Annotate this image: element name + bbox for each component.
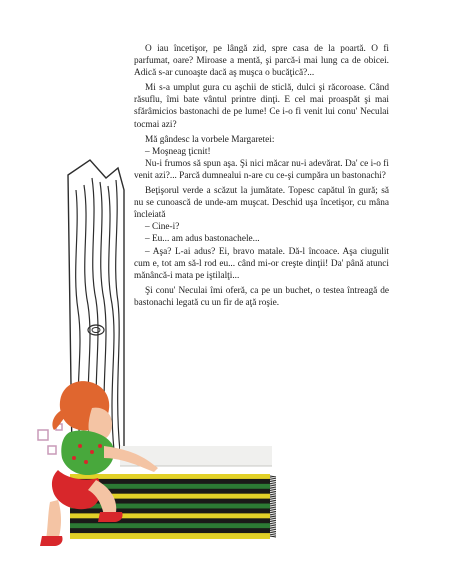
rug-fringe-thread <box>270 487 276 488</box>
rug-fringe-thread <box>270 498 276 499</box>
rug-fringe-thread <box>270 509 276 510</box>
rug-fringe-thread <box>270 523 276 524</box>
paragraph: – Eu... am adus bastonachele... <box>145 234 260 245</box>
paragraph: – Aşa? L-ai adus? Ei, bravo matale. Dă-l încoace. Aşa ciugulit cum e, tot am să-l rod eu... când mi-or creşte dinţii! Da' până atunci mănâncă-i mata pe iştilalţi... <box>134 246 389 281</box>
rug-fringe-thread <box>270 489 276 490</box>
rug-fringe-thread <box>270 531 276 532</box>
girl-leg <box>46 500 61 540</box>
paragraph: – Cine-i? <box>145 222 180 233</box>
girl-shoe <box>40 536 63 546</box>
rug-fringe-thread <box>270 478 276 479</box>
rug-fringe-thread <box>270 494 276 495</box>
rug-fringe-thread <box>270 527 276 528</box>
rug-fringe-thread <box>270 503 276 504</box>
rug-fringe-thread <box>270 480 276 481</box>
rug-fringe-thread <box>270 525 276 526</box>
rug-fringe-thread <box>270 507 276 508</box>
paragraph: Mă gândesc la vorbele Margaretei: <box>145 134 275 145</box>
rug-fringe-thread <box>270 491 276 492</box>
rug-fringe-thread <box>270 518 276 519</box>
rug-fringe-thread <box>270 505 276 506</box>
paragraph: O iau încetişor, pe lângă zid, spre casa de la poartă. O fi parfumat, oare? Miroase a mentă, şi parcă-i mai lung ca de obicei. Adică s-ar cunoaşte dacă aş muşca o bucăţică?... <box>134 44 389 79</box>
girl-hair <box>52 410 66 430</box>
rug-fringe-thread <box>270 500 276 501</box>
paragraph: Mi s-a umplut gura cu aşchii de sticlă, dulci şi răcoroase. Când răsuflu, îmi bate vântul printre dinţi. E cel mai proaspăt şi mai sfărâmicios bastonachi de pe lume! Ce i-o fi venit lui conu' Neculai tocmai azi? <box>134 83 389 130</box>
rug-stripe <box>70 508 270 511</box>
rug-stripe <box>70 479 270 482</box>
rug-fringe-thread <box>270 512 276 513</box>
rug-fringe-thread <box>270 492 276 493</box>
rug-fringe-thread <box>270 532 276 533</box>
paragraph: Şi conu' Neculai îmi oferă, ca pe un buchet, o testea întreagă de bastonachi legată cu un fir de aţă roşie. <box>134 285 389 308</box>
rug-fringe-thread <box>270 514 276 515</box>
rug-stripe <box>70 528 270 531</box>
paragraph: Nu-i frumos să spun aşa. Şi nici măcar nu-i adevărat. Da' ce i-o fi venit azi?... Parcă dumnealui n-are cu ce-şi cumpăra un bastonachi? <box>134 158 389 181</box>
rug-fringe-thread <box>270 483 276 484</box>
paragraph: Beţişorul verde a scăzut la jumătate. Topesc capătul în gură; să nu se cunoască de unde-am muşcat. Deschid uşa încetişor, cu mâna încleiată <box>134 186 389 221</box>
rug-fringe-thread <box>270 496 276 497</box>
decorative-squares <box>38 424 62 454</box>
rug-fringe-thread <box>270 529 276 530</box>
rug-fringe-thread <box>270 481 276 482</box>
rug-fringe-thread <box>270 536 276 537</box>
rug-stripe <box>70 533 270 539</box>
girl-shoe <box>98 512 123 522</box>
rug-fringe-thread <box>270 511 276 512</box>
rug-fringe <box>270 476 276 537</box>
paragraph: – Moşneag ţicnit! <box>145 146 211 157</box>
rug-fringe-thread <box>270 476 276 477</box>
rug-fringe-thread <box>270 516 276 517</box>
rug-fringe-thread <box>270 520 276 521</box>
rug-fringe-thread <box>270 534 276 535</box>
rug-fringe-thread <box>270 485 276 486</box>
rug-fringe-thread <box>270 521 276 522</box>
rug-fringe-thread <box>270 501 276 502</box>
